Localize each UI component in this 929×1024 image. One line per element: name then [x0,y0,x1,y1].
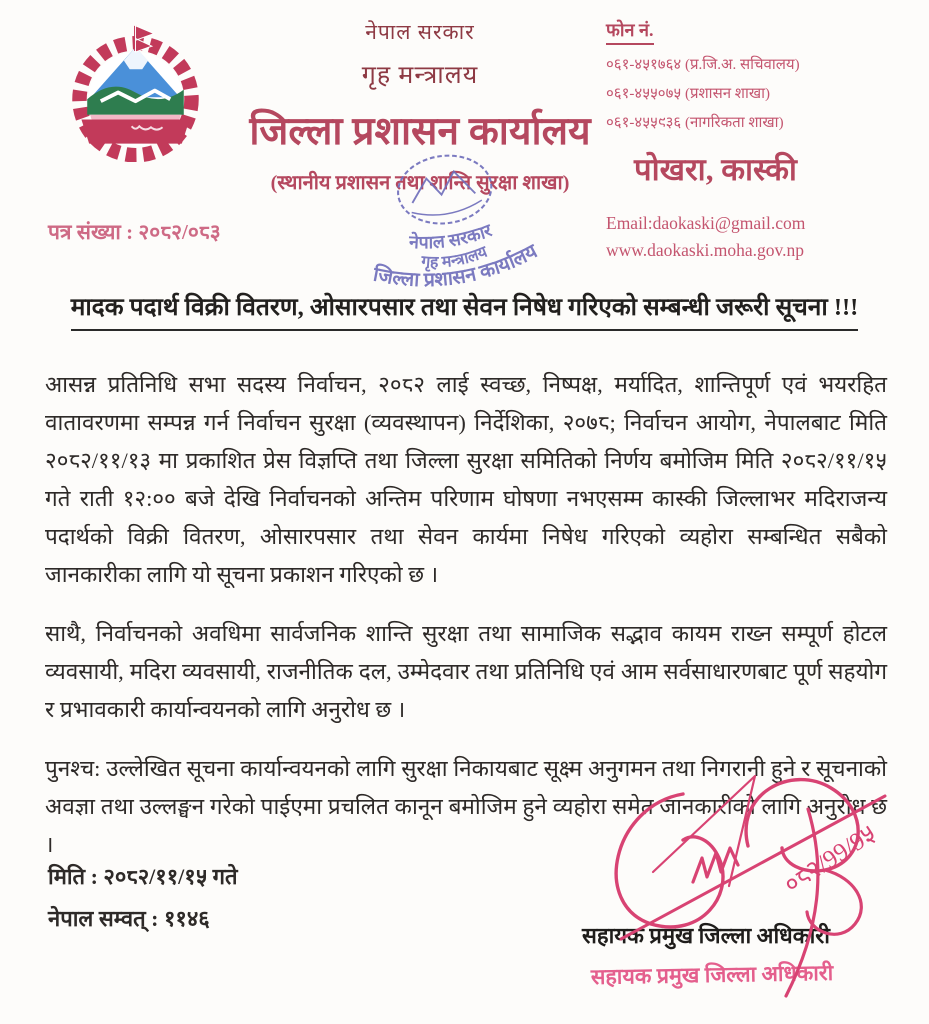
motto-banner [81,120,189,144]
phone-dept: (प्र.जि.अ. सचिवालय) [684,57,800,73]
letterhead-center [222,18,618,195]
date-bs: मिति : २०८२/११/१५ गते [48,864,238,889]
paragraph-election-prohibition: आसन्न प्रतिनिधि सभा सदस्य निर्वाचन, २०८२ लाई स्वच्छ, निष्पक्ष, मर्यादित, शान्तिपूर्ण एवं भयरहित वातावरणमा सम्पन्न गर्न निर्वाचन सुरक्षा (व्यवस्थापन) निर्देशिका, २०७८; निर्वाचन आयोग, नेपालबाट मिति २०८२/११/१३ मा प्रकाशित प्रेस विज्ञप्ति तथा जिल्ला सुरक्षा समितिको निर्णय बमोजिम मिति २०८२/११/१५ गते राती १२:०० बजे देखि निर्वाचनको अन्तिम परिणाम घोषणा नभएसम्म कास्की जिल्लाभर मदिराजन्य पदार्थको विक्री वितरण, ओसारपसार तथा सेवन कार्यमा निषेध गरिएको व्यहोरा सम्बन्धित सबैको जानकारीका लागि यो सूचना प्रकाशन गरिएको छ । [45,372,887,587]
phone-label: फोन नं. [606,18,654,45]
phone-dept: (नागरिकता शाखा) [684,115,784,131]
office-title: जिल्ला प्रशासन कार्यालय [249,110,591,153]
phone-number: ०६१-४५१७६४ [606,57,682,73]
nepal-government-emblem [58,22,213,162]
phone-number: ०६१-४५५९३६ [606,115,682,131]
designation-stamp-text: सहायक प्रमुख जिल्ला अधिकारी [590,960,834,990]
phone-row [606,83,924,103]
city-district: पोखरा, कास्की [634,152,797,187]
stamp-text-ministry: गृह मन्त्रालय [420,243,490,272]
handwritten-date: ०८२/99/9५ [779,820,881,900]
notice-body [45,366,887,885]
contact-block [606,210,924,264]
paragraph-cooperation-request: साथै, निर्वाचनको अवधिमा सार्वजनिक शान्ति सुरक्षा तथा सामाजिक सद्भाव कायम राख्न सम्पूर्ण होटल व्यवसायी, मदिरा व्यवसायी, राजनीतिक दल, उम्मेदवार तथा प्रतिनिधि एवं आम सर्वसाधारणबाट पूर्ण सहयोग र प्रभावकारी कार्यान्वयनको लागि अनुरोध छ । [45,621,887,722]
phone-dept: (प्रशासन शाखा) [684,86,771,102]
website-url: www.daokaski.moha.gov.np [606,240,804,260]
date-block [48,856,238,940]
svg-text:गृह मन्त्रालय [417,243,491,274]
notice-title-text: मादक पदार्थ विक्री वितरण, ओसारपसार तथा सेवन निषेध गरिएको सम्बन्धी जरूरी सूचना !!! [71,290,859,331]
paragraph-postscript-warning: पुनश्च: उल्लेखित सूचना कार्यान्वयनको लागि सुरक्षा निकायबाट सूक्ष्म अनुगमन तथा निगरानी हुने र सूचनाको अवज्ञा तथा उल्लङ्घन गरेको पाईएमा प्रचलित कानून बमोजिम हुने व्यहोरा समेत जानकारीको लागि अनुरोध छ । [45,756,887,857]
ministry-title: गृह मन्त्रालय [361,62,479,89]
government-title: नेपाल सरकार [365,20,475,44]
svg-text:नेपाल सरकार [405,219,496,256]
date-nepal-sambat: नेपाल सम्वत् : ११४६ [48,906,210,931]
phone-row [606,112,924,132]
stamp-map-sketch [411,200,483,218]
letter-number: पत्र संख्या : २०८२/०८३ [48,220,221,244]
phone-row [606,54,924,74]
branch-subtitle: (स्थानीय प्रशासन तथा शान्ति सुरक्षा शाखा) [270,172,570,194]
stamp-text-gov: नेपाल सरकार [408,220,495,253]
phone-number: ०६१-४५५०७५ [606,86,682,102]
notice-title [40,290,889,331]
stamp-text-office: जिल्ला प्रशासन कार्यालय [371,240,541,292]
signatory-designation: सहायक प्रमुख जिल्ला अधिकारी [582,923,830,948]
email-address: Email:daokaski@gmail.com [606,213,806,233]
letterhead-right [606,18,924,264]
